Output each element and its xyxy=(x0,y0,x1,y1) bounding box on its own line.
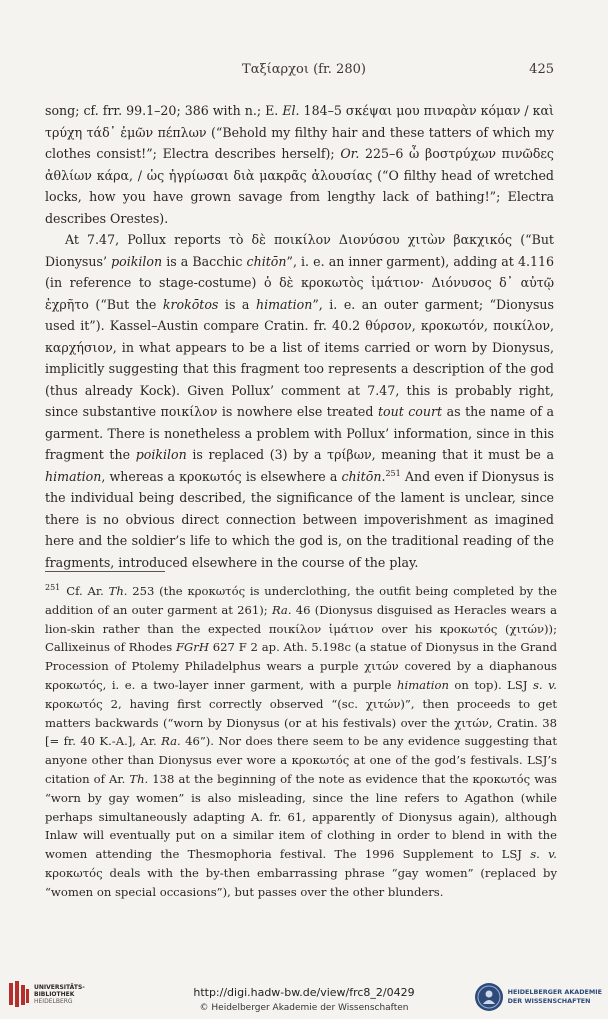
italic-run: himation xyxy=(255,296,313,312)
italic-run: Th. xyxy=(129,771,149,786)
text-run: as the name of a garment. There is nonetheless a problem with Pollux’ information, since in this fragment the xyxy=(45,404,554,462)
text-run: song; cf. frr. 99.1–20; 386 with n.; E. xyxy=(45,103,283,118)
text-run: 184–5 σκέψαι μου πιναρὰν κόμαν / καὶ τρύχη τάδ᾽ ἐμῶν πέπλων (“Behold my filthy hair and these tatters of which my clothes consist!”; Electra describes herself); xyxy=(45,103,554,161)
page-number: 425 xyxy=(529,62,554,77)
academy-logo-line: DER WISSENSCHAFTEN xyxy=(507,997,591,1005)
text-run: is a Bacchic xyxy=(162,253,247,269)
academy-logo-line: HEIDELBERGER AKADEMIE xyxy=(507,988,602,996)
text-run: 46”). Nor does there seem to be any evidence suggesting that anyone other than Dionysus ever wore a κροκωτός at one of the god’s festivals. LSJ’s citation of Ar. xyxy=(45,734,557,786)
ub-logo-line: HEIDELBERG xyxy=(34,997,73,1005)
footnote-separator xyxy=(45,571,165,572)
italic-run: poikilon xyxy=(111,253,163,269)
digitization-footer xyxy=(0,980,608,1019)
permalink-url[interactable]: http://digi.hadw-bw.de/view/frc8_2/0429 xyxy=(193,986,415,999)
italic-run: s. v. xyxy=(530,847,557,862)
academy-logo-text xyxy=(508,988,602,1006)
paragraph-2 xyxy=(45,229,554,573)
text-run: ”, i. e. an inner garment), adding at 4.116 (in reference to stage-costume) ὁ δὲ κροκωτὸς ἱμάτιον· Διόνυσος δ᾽ αὐτῷ ἐχρῆτο (“But the xyxy=(45,253,554,312)
italic-run: Or. xyxy=(340,146,360,161)
text-run: ”, i. e. an outer garment; “Dionysus used it”). Kassel–Austin compare Cratin. fr. 40.2 θύρσον, κροκωτόν, ποικίλον, καρχήσιον, in what appears to be a list of items carried or worn by Dionysus, implicitly suggesting that this fragment too represents a description of the god (thus already Kock). Given Pollux’ comment at 7.47, this is probably right, since substantive ποικίλον is nowhere else treated xyxy=(45,296,554,419)
text-run: is replaced (3) by a τρίβων, meaning that it must be a xyxy=(186,447,554,462)
italic-run: tout court xyxy=(377,404,443,419)
footnote-reference[interactable]: 251 xyxy=(385,468,401,478)
ub-logo-line: UNIVERSITÄTS- xyxy=(34,983,85,991)
italic-run: Th. xyxy=(108,584,128,598)
text-run: 138 at the beginning of the note as evidence that the κροκωτός was “worn by gay women” is also misleading, since the line refers to Agathon (while perhaps simultaneously adapting A. fr. 61, apparently of Dionysus again), although Inlaw will eventually put on a similar item of clothing in order to blend in with the women attending the Thesmophoria festival. The 1996 Supplement to LSJ xyxy=(45,771,557,862)
text-run: κροκωτός 2, having first correctly observed “(sc. χιτών)”, then proceeds to get matters backwards (“worn by Dionysus (or at his festivals) over the χιτών, Cratin. 38 [= fr. 40 K.-A.], Ar. xyxy=(45,696,557,749)
italic-run: krokōtos xyxy=(162,296,219,312)
text-run: Cf. Ar. xyxy=(66,584,109,598)
copyright-notice: © Heidelberger Akademie der Wissenschaften xyxy=(199,1003,409,1013)
commentary-text xyxy=(45,100,554,573)
text-run: . xyxy=(381,468,386,484)
text-run: 46 (Dionysus disguised as Heracles wears a lion-skin rather than the expected ποικίλον ἱμάτιον over his κροκωτός (χιτών)); Callixeinus of Rhodes xyxy=(45,602,557,655)
italic-run: himation xyxy=(45,468,102,484)
italic-run: poikilon xyxy=(135,447,187,462)
paragraph-1 xyxy=(45,100,554,229)
academy-logo[interactable] xyxy=(474,982,602,1012)
text-run: And even if Dionysus is the individual being described, the significance of the lament is unclear, since there is no obvious direct connection between impoverishment as imagined here and the soldier’s life to which the god is, on the traditional reading of the fragments, introduced elsewhere in the course of the play. xyxy=(45,468,554,570)
footnote-text xyxy=(45,582,557,902)
italic-run: El. xyxy=(282,103,300,118)
italic-run: chitōn xyxy=(341,468,382,484)
text-run: At 7.47, Pollux reports τὸ δὲ ποικίλον Διονύσου χιτὼν βακχικός (“But Dionysus’ xyxy=(45,232,554,269)
footnote-number: 251 xyxy=(45,583,61,593)
text-run: , whereas a κροκωτός is elsewhere a xyxy=(101,468,342,484)
italic-run: chitōn xyxy=(246,253,287,269)
italic-run: Ra. xyxy=(271,602,292,617)
ub-logo-line: BIBLIOTHEK xyxy=(34,990,75,998)
text-run: on top). LSJ xyxy=(448,677,533,692)
academy-seal-icon xyxy=(474,982,504,1012)
text-run: κροκωτός deals with the by-then embarrassing phrase “gay women” (replaced by “women on special occasions”), but passes over the other blunders. xyxy=(45,865,557,899)
text-run: is a xyxy=(218,296,256,312)
text-run: 225–6 ὦ βοστρύχων πινῶδες ἀθλίων κάρα, / ὡς ἠγρίωσαι διὰ μακρᾶς ἀλουσίας (“O filthy head of wretched locks, how you have grown savage from lengthy lack of bathing!”; Electra describes Orestes). xyxy=(45,146,554,226)
italic-run: FGrH xyxy=(176,640,209,655)
running-title: Ταξίαρχοι (fr. 280) xyxy=(242,62,366,77)
text-run: 253 (the κροκωτός is underclothing, the outfit being completed by the addition of an outer garment at 261); xyxy=(45,584,557,617)
italic-run: s. v. xyxy=(532,677,557,692)
italic-run: himation xyxy=(397,677,449,692)
italic-run: Ra. xyxy=(161,734,181,749)
text-run: 627 F 2 ap. Ath. 5.198c (a statue of Dionysus in the Grand Procession of Ptolemy Philadelphus wears a purple χιτών covered by a diaphanous κροκωτός, i. e. a two-layer inner garment, with a purple xyxy=(45,640,557,692)
footnote-251 xyxy=(45,582,557,902)
